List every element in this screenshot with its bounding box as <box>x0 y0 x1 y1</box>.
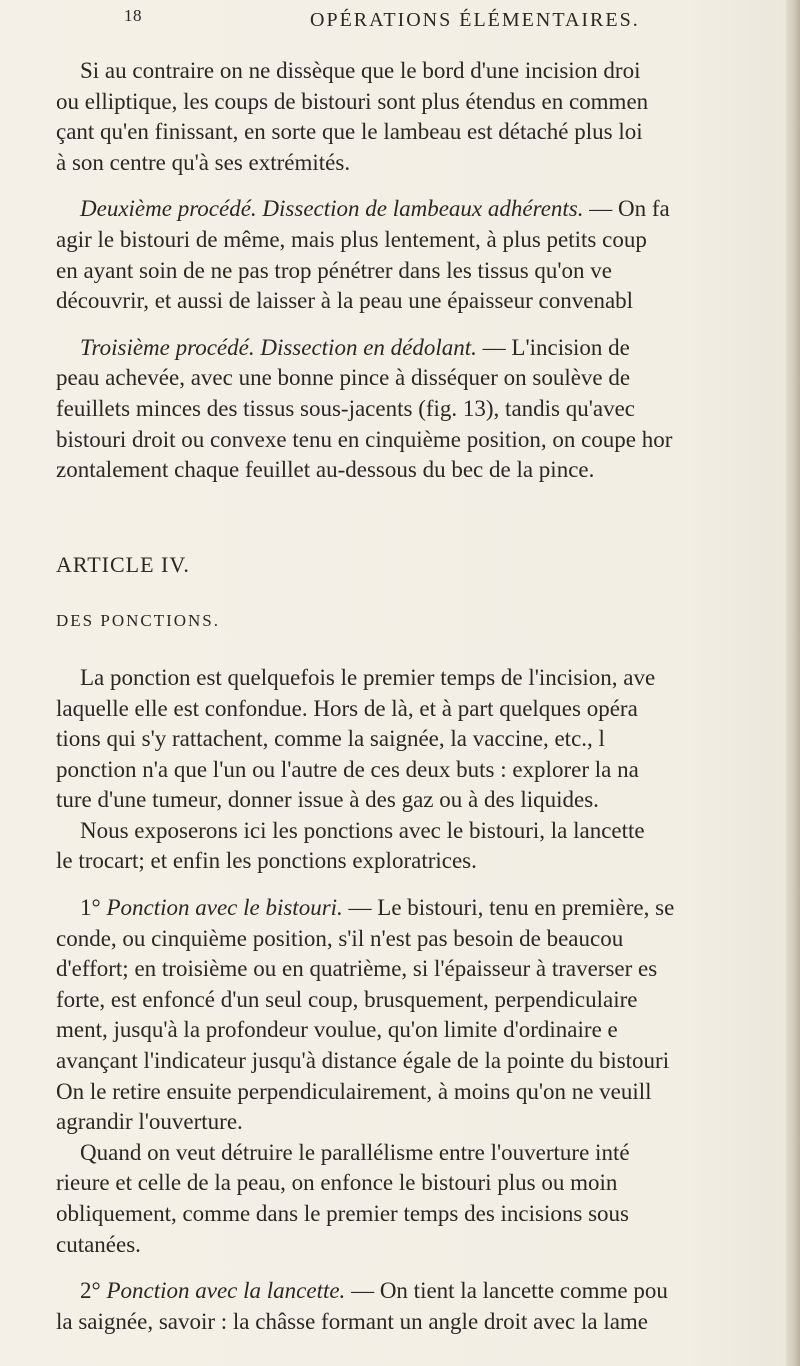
body-text <box>56 56 791 1337</box>
text-line <box>56 1276 791 1307</box>
text-line: avançant l'indicateur jusqu'à distance égale de la pointe du bistouri <box>56 1048 670 1074</box>
text-line: bistouri droit ou convexe tenu en cinquième position, on coupe hor <box>56 426 673 452</box>
text-line: ponction n'a que l'un ou l'autre de ces deux buts : explorer la na <box>56 756 639 782</box>
procedure-title: Deuxième procédé. Dissection de lambeaux adhérents. <box>80 196 584 222</box>
text-line: ou elliptique, les coups de bistouri sont plus étendus en commen <box>56 88 649 114</box>
text-line: ment, jusqu'à la profondeur voulue, qu'on limite d'ordinaire e <box>56 1017 618 1043</box>
text-line: ture d'une tumeur, donner issue à des gaz ou à des liquides. <box>56 787 599 813</box>
paragraph-7 <box>56 1138 791 1260</box>
text-line: d'effort; en troisième ou en quatrième, si l'épaisseur à traverser es <box>56 956 658 982</box>
text-fragment: — L'incision de <box>476 334 630 360</box>
paragraph-2 <box>56 194 791 316</box>
text-fragment: 1° <box>80 895 107 921</box>
procedure-title: Ponction avec le bistouri. <box>106 895 343 921</box>
page-number: 18 <box>124 6 142 25</box>
text-line: obliquement, comme dans le premier temps des incisions sous <box>56 1201 629 1226</box>
article-heading: ARTICLE IV. <box>56 551 190 577</box>
text-line: rieure et celle de la peau, on enfonce le bistouri plus ou moin <box>56 1170 618 1196</box>
text-fragment: 2° <box>80 1278 107 1304</box>
text-line: à son centre qu'à ses extrémités. <box>56 149 351 175</box>
text-line <box>56 893 791 924</box>
text-line: cutanées. <box>56 1231 141 1257</box>
text-line <box>56 194 791 225</box>
text-line: Nous exposerons ici les ponctions avec le bistouri, la lancette <box>80 817 645 843</box>
paragraph-6 <box>56 893 791 1138</box>
text-fragment: — On tient la lancette comme pou <box>345 1278 668 1304</box>
text-line: peau achevée, avec une bonne pince à disséquer on soulève de <box>56 365 631 391</box>
text-line: Si au contraire on ne dissèque que le bord d'une incision droi <box>80 58 641 83</box>
procedure-title: Troisième procédé. Dissection en dédolant. <box>80 334 477 360</box>
running-head: OPÉRATIONS ÉLÉMENTAIRES. <box>310 9 640 31</box>
text-line: La ponction est quelquefois le premier temps de l'incision, ave <box>80 664 656 690</box>
text-line <box>56 333 791 364</box>
text-fragment: — On fa <box>583 196 670 222</box>
procedure-title: Ponction avec la lancette. <box>106 1278 346 1304</box>
text-line: en ayant soin de ne pas trop pénétrer dans les tissus qu'on ve <box>56 257 613 283</box>
article-subheading: DES PONCTIONS. <box>56 611 221 631</box>
page-header <box>0 2 800 42</box>
paragraph-8 <box>56 1276 791 1337</box>
text-line: laquelle elle est confondue. Hors de là, et à part quelques opéra <box>56 695 638 721</box>
text-line: le trocart; et enfin les ponctions exploratrices. <box>56 848 477 874</box>
paragraph-3 <box>56 333 791 486</box>
text-line: On le retire ensuite perpendiculairement, à moins qu'on ne veuill <box>56 1078 652 1104</box>
text-line: forte, est enfoncé d'un seul coup, brusquement, perpendiculaire <box>56 986 638 1012</box>
text-line: agir le bistouri de même, mais plus lentement, à plus petits coup <box>56 226 647 252</box>
text-line: découvrir, et aussi de laisser à la peau une épaisseur convenabl <box>56 288 634 314</box>
text-line: agrandir l'ouverture. <box>56 1109 243 1135</box>
text-line: feuillets minces des tissus sous-jacents (fig. 13), tandis qu'avec <box>56 395 636 421</box>
text-line: Quand on veut détruire le parallélisme entre l'ouverture inté <box>80 1139 630 1165</box>
paragraph-1 <box>56 56 791 178</box>
text-line: conde, ou cinquième position, s'il n'est pas besoin de beaucou <box>56 925 624 951</box>
text-line: tions qui s'y rattachent, comme la saignée, la vaccine, etc., l <box>56 726 605 752</box>
text-line: çant qu'en finissant, en sorte que le lambeau est détaché plus loi <box>56 119 643 145</box>
text-line: la saignée, savoir : la châsse formant un angle droit avec la lame <box>56 1308 649 1334</box>
text-fragment: — Le bistouri, tenu en première, se <box>342 895 675 921</box>
text-line: zontalement chaque feuillet au-dessous du bec de la pince. <box>56 457 595 483</box>
paragraph-4 <box>56 663 791 816</box>
paragraph-5 <box>56 816 791 877</box>
